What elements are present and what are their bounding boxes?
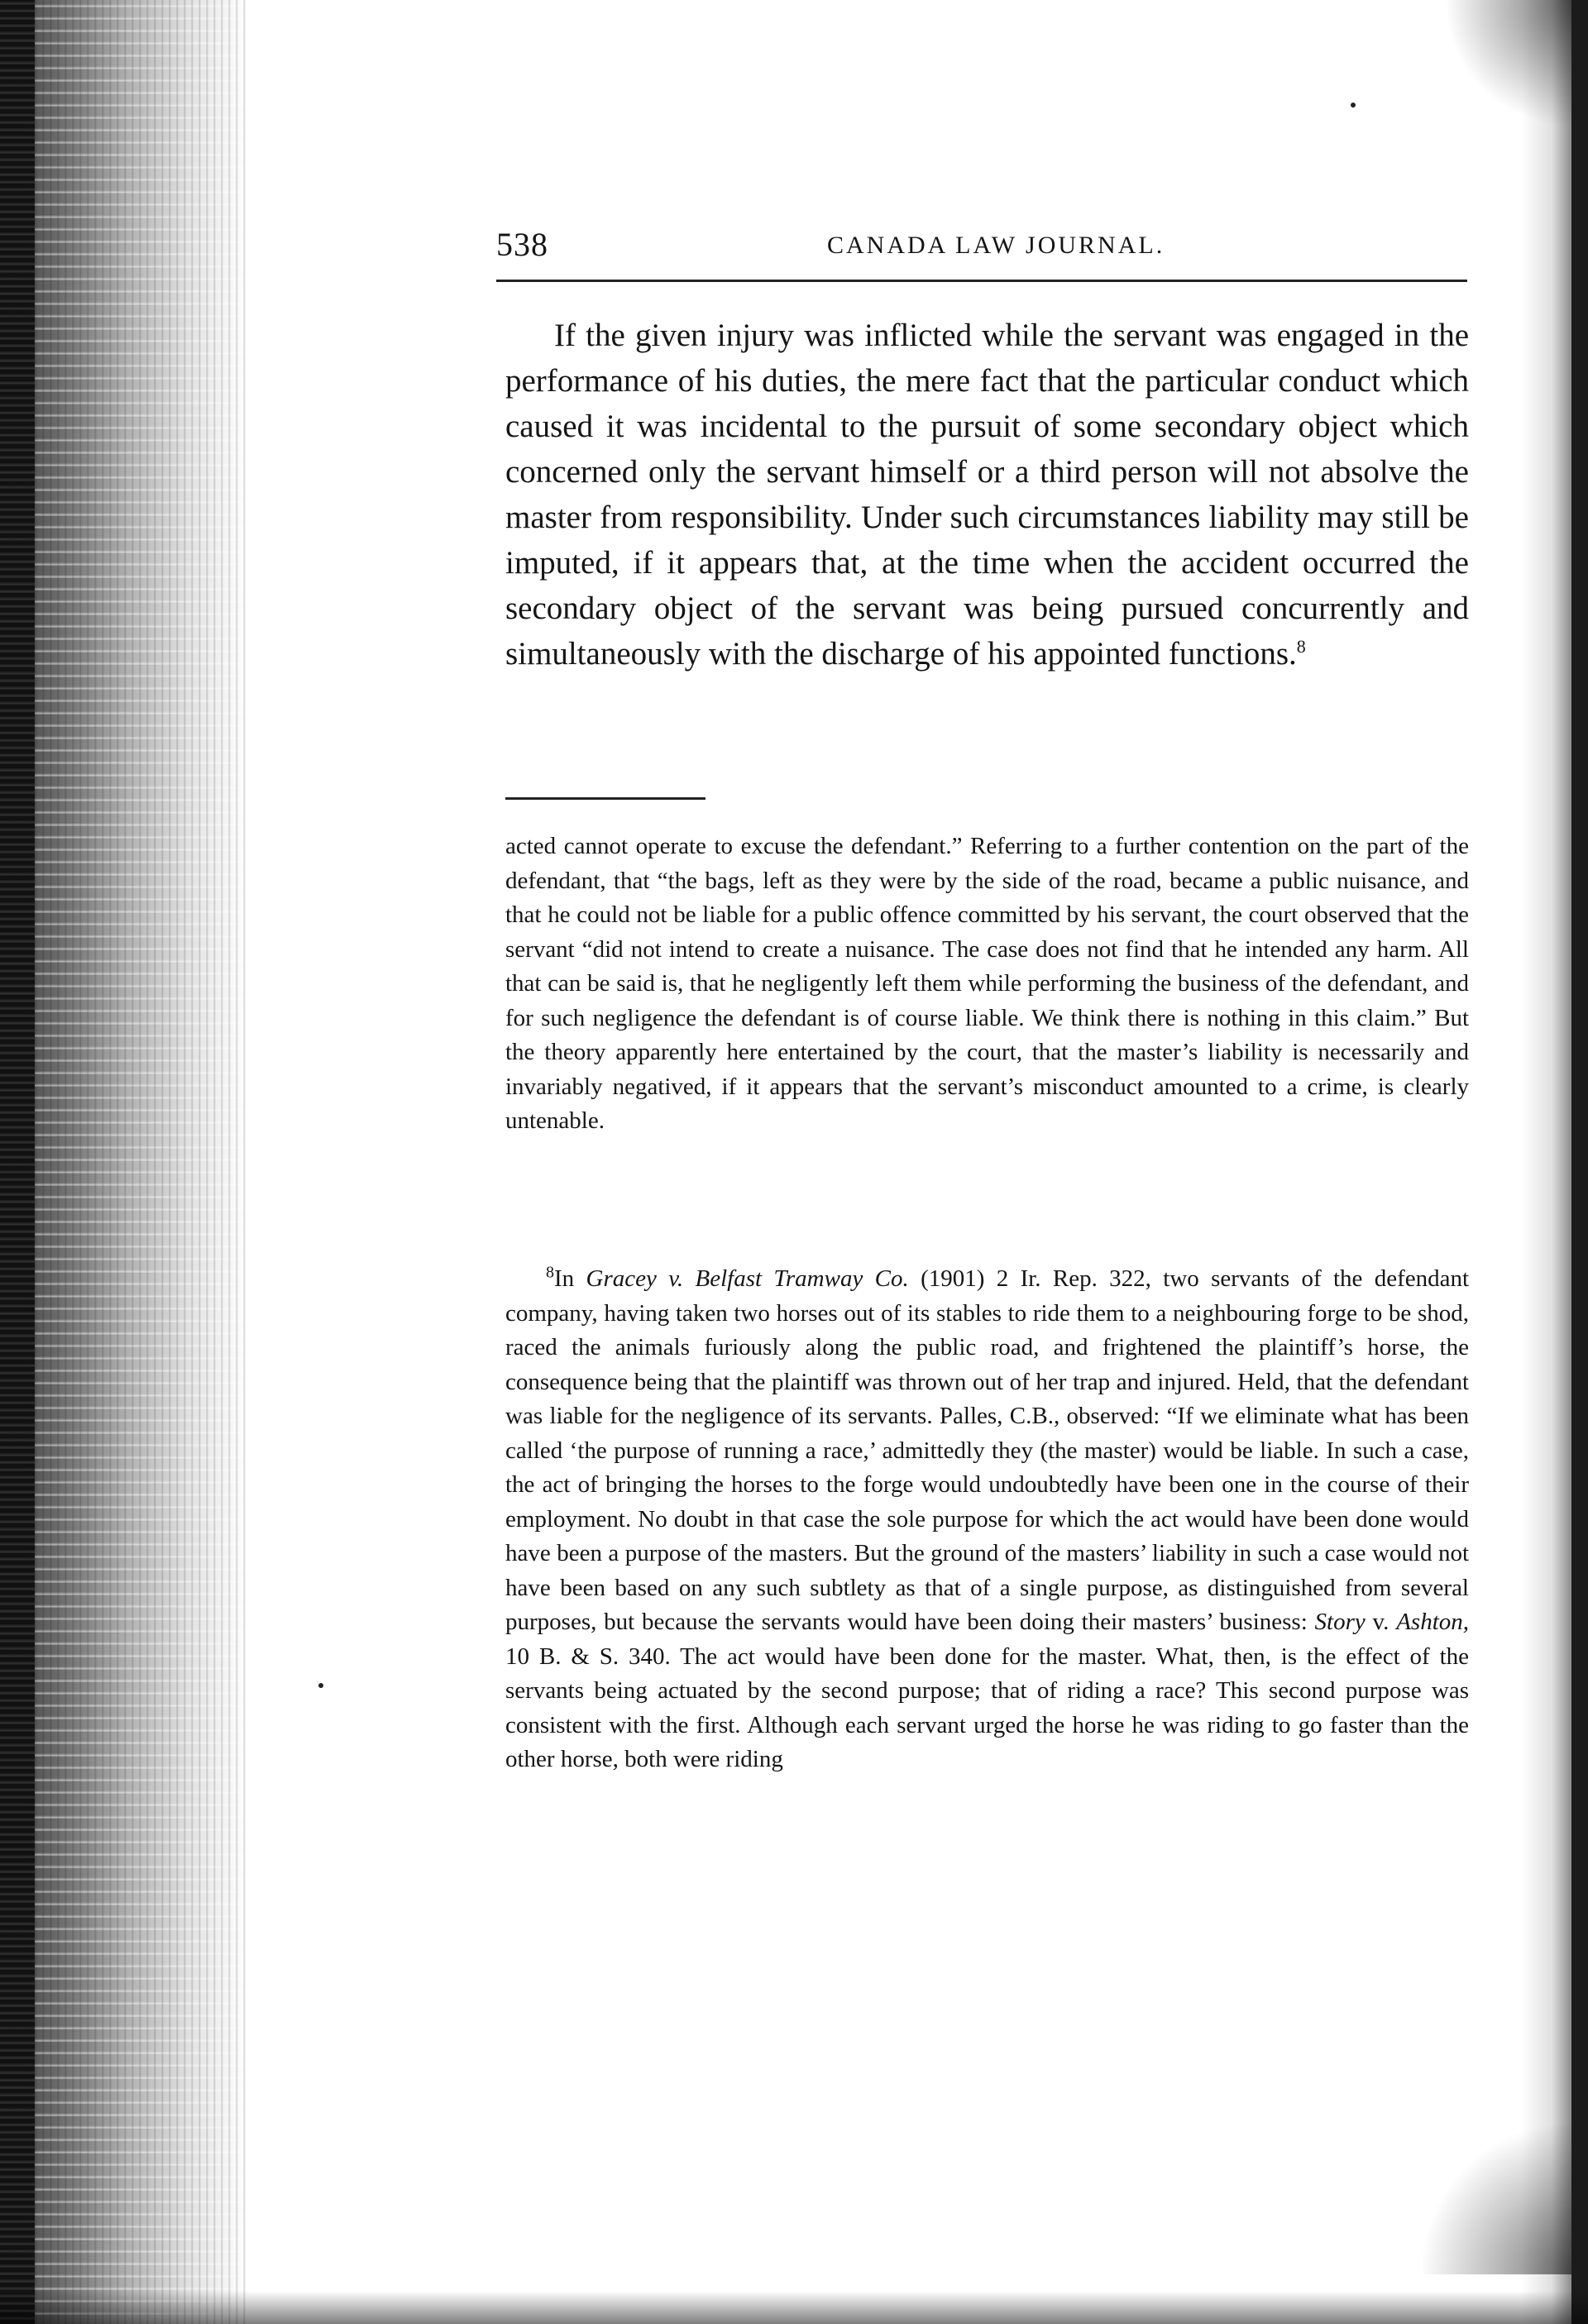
scan-speck <box>1351 103 1356 108</box>
footnote-marker: 8 <box>546 1263 554 1282</box>
scan-corner-bottom-right <box>1423 2126 1571 2274</box>
case-citation: Gracey v. Belfast Tramway Co. <box>586 1265 909 1292</box>
main-paragraph-text: If the given injury was inflicted while the servant was engaged in the performance of his duties, the mere fact that the particular conduct which caused it was incidental to the pursuit of some secondary object which concerned only the servant himself or a third person will not absolve the master from responsibility. Under such circumstances liability may still be imputed, if it appears that, at the time when the accident occurred the secondary object of the servant was being pursued concurrently and simultaneously with the discharge of his appointed functions. <box>505 318 1469 672</box>
footnote-8 <box>505 1262 1469 1777</box>
case-citation: Story <box>1314 1609 1366 1635</box>
running-head: CANADA LAW JOURNAL. <box>827 232 1165 259</box>
case-citation: Ashton, <box>1396 1609 1470 1635</box>
scan-right-edge <box>1571 0 1588 2324</box>
main-paragraph <box>505 313 1469 677</box>
scan-right-shade <box>1522 0 1571 2324</box>
scan-corner-top-right <box>1447 0 1571 124</box>
scan-bottom-edge <box>0 2291 1588 2324</box>
header-rule <box>496 280 1467 282</box>
footnote-reference: 8 <box>1296 636 1306 657</box>
footnote-continued: acted cannot operate to excuse the defendant.” Referring to a further contention on the part of the defendant, that “the bags, left as they were by the side of the road, became a public nuisance, and that he could not be liable for a public offence committed by his servant, the court observed that the servant “did not intend to create a nuisance. The case does not find that he intended any harm. All that can be said is, that he negligently left them while performing the business of the defendant, and for such negligence the defendant is of course liable. We think there is nothing in this claim.” But the theory apparently here entertained by the court, that the master’s liability is necessarily and invariably negatived, if it appears that the servant’s misconduct amounted to a crime, is clearly untenable. <box>505 833 1469 1134</box>
scan-left-edge <box>0 0 248 2324</box>
page-number: 538 <box>496 226 548 263</box>
case-versus: v. <box>1372 1609 1390 1635</box>
scan-binding-shadow <box>0 0 35 2324</box>
footnote-intro: In <box>554 1265 575 1292</box>
scan-speck <box>318 1683 323 1688</box>
footnote-text: (1901) 2 Ir. Rep. 322, two servants of the defendant company, having taken two horses out of its stables to ride them to a neighbouring forge to be shod, raced the animals furiously along the public road, and frightened the plaintiff’s horse, the consequence being that the plaintiff was thrown out of her trap and injured. Held, that the defendant was liable for the negligence of its servants. Palles, C.B., observed: “If we eliminate what has been called ‘the purpose of running a race,’ admittedly they (the master) would be liable. In such a case, the act of bringing the horses to the forge would undoubtedly have been one in the course of their employment. No doubt in that case the sole purpose for which the act would have been done would have been a purpose of the masters. But the ground of the masters’ liability in such a case would not have been based on any such subtlety as that of a single purpose, as distinguished from several purposes, but because the servants would have been doing their masters’ business: <box>505 1265 1470 1635</box>
footnote-rule <box>505 797 706 800</box>
footnote-text: 10 B. & S. 340. The act would have been done for the master. What, then, is the effect of the servants being actuated by the second purpose; that of riding a race? This second purpose was consistent with the first. Although each servant urged the horse he was riding to go faster than the other horse, both were riding <box>505 1643 1469 1772</box>
